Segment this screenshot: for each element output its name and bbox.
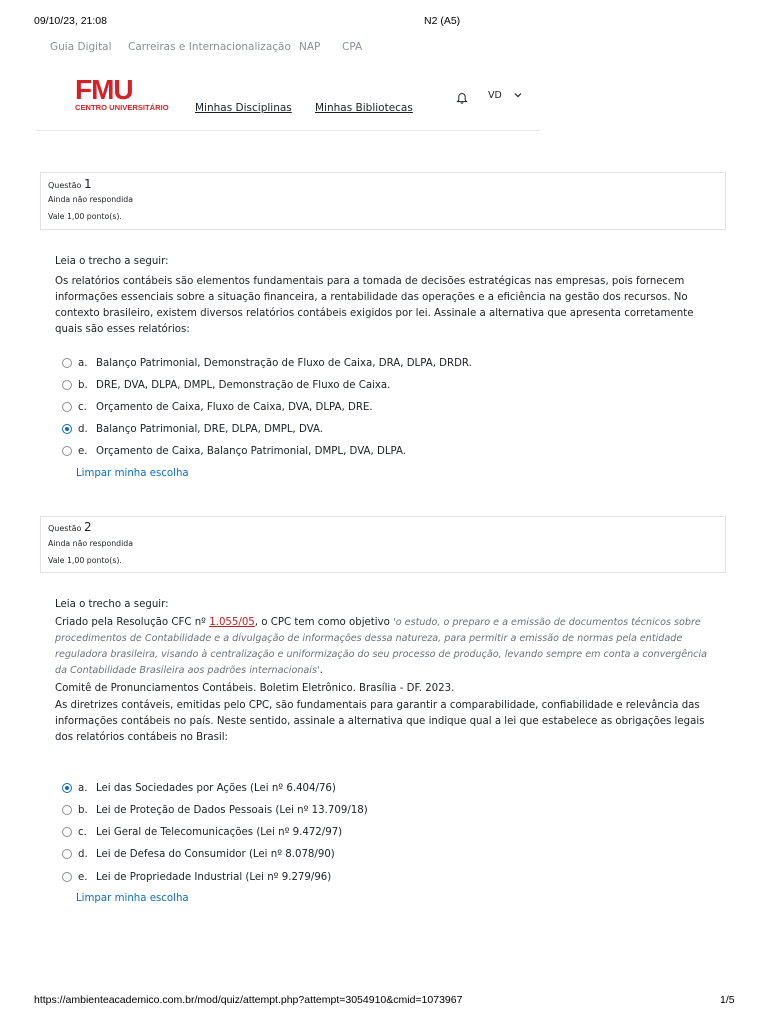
question-1-option-a[interactable]: a. Balanço Patrimonial, Demonstração de Fluxo de Caixa, DRA, DLPA, DRDR. [62,355,472,371]
notifications-bell-icon[interactable] [456,90,468,103]
question-1-grade: Vale 1,00 ponto(s). [48,212,122,221]
question-2-text: As diretrizes contáveis, emitidas pelo CPC, são fundamentais para garantir a comparabilidade, confiabilidade e relevância das informações contábeis no país. Neste sentido, assinale a alternativa que indique qual a lei que estabelece as obrigações legais dos relatórios contábeis no Brasil: [55,700,705,743]
radio-button[interactable] [62,805,72,815]
question-1-intro: Leia o trecho a seguir: [55,256,169,267]
question-1-title: Questão 1 [48,177,92,191]
question-1-option-c[interactable]: c. Orçamento de Caixa, Fluxo de Caixa, DVA, DLPA, DRE. [62,399,373,415]
question-2-grade: Vale 1,00 ponto(s). [48,556,122,565]
print-footer-page: 1/5 [720,994,735,1006]
nav-minhas-disciplinas[interactable]: Minhas Disciplinas [195,102,292,114]
radio-button[interactable] [62,849,72,859]
radio-button[interactable] [62,402,72,412]
question-2-passage: Criado pela Resolução CFC nº 1.055/05, o CPC tem como objetivo 'o estudo, o preparo e a emissão de documentos técnicos sobre procedimentos de Contabilidade e a divulgação de informações dessa natureza, para permitir a emissão de normas pela entidade reguladora brasileira, visando à centralização e uniformização do seu processo de produção, levando sempre em conta a convergência da Contabilidade Brasileira aos padrões internacionais'. [55,617,707,676]
question-2-intro: Leia o trecho a seguir: [55,599,169,610]
question-1-clear-choice[interactable]: Limpar minha escolha [76,468,189,479]
question-2-option-b[interactable]: b. Lei de Proteção de Dados Pessoais (Lei nº 13.709/18) [62,802,368,818]
question-2-info [40,516,726,573]
question-1-option-b[interactable]: b. DRE, DVA, DLPA, DMPL, Demonstração de Fluxo de Caixa. [62,377,390,393]
nav-divider [36,130,540,131]
question-2-option-e[interactable]: e. Lei de Propriedade Industrial (Lei nº 9.279/96) [62,869,331,885]
question-1-info [40,172,726,230]
question-2-title: Questão 2 [48,520,92,534]
print-title: N2 (A5) [424,15,461,27]
question-1-text: Os relatórios contábeis são elementos fundamentais para a tomada de decisões estratégicas nas empresas, pois fornecem informações essenciais sobre a situação financeira, a rentabilidade das operações e a eficiência na gestão dos recursos. No contexto brasileiro, existem diversos relatórios contábeis exigidos por lei. Assinale a alternativa que apresenta corretamente quais são esses relatórios: [55,276,694,335]
logo-subtitle: CENTRO UNIVERSITÁRIO [75,103,169,112]
question-1-number: 1 [83,177,92,191]
question-2-status: Ainda não respondida [48,539,134,548]
user-initials: VD [488,90,502,101]
question-2-option-a[interactable]: a. Lei das Sociedades por Ações (Lei nº 6.404/76) [62,780,336,796]
chevron-down-icon [514,90,522,101]
radio-button-selected[interactable] [62,424,72,434]
question-2-option-d[interactable]: d. Lei de Defesa do Consumidor (Lei nº 8.078/90) [62,846,335,862]
logo-text: FMU [75,74,133,105]
question-1-option-d[interactable]: d. Balanço Patrimonial, DRE, DLPA, DMPL, DVA. [62,421,323,437]
radio-button[interactable] [62,358,72,368]
top-nav-cpa[interactable]: CPA [342,41,363,53]
question-2-option-c[interactable]: c. Lei Geral de Telecomunicações (Lei nº 9.472/97) [62,824,342,840]
radio-button[interactable] [62,872,72,882]
cpc-quote: 'o estudo, o preparo e a emissão de documentos técnicos sobre procedimentos de Contabilidade e a divulgação de informações dessa natureza, para permitir a emissão de normas pela entidade reguladora brasileira, visando à centralização e uniformização do seu processo de produção, levando sempre em conta a convergência da Contabilidade Brasileira aos padrões internacionais' [55,617,707,676]
print-datetime: 09/10/23, 21:08 [34,15,107,27]
resolution-link[interactable]: 1.055/05 [209,617,255,628]
question-2-number: 2 [83,520,92,534]
question-2-source: Comitê de Pronunciamentos Contábeis. Boletim Eletrônico. Brasília - DF. 2023. [55,683,455,694]
question-2-clear-choice[interactable]: Limpar minha escolha [76,893,189,904]
radio-button[interactable] [62,827,72,837]
top-nav-guia-digital[interactable]: Guia Digital [50,41,112,53]
user-menu[interactable] [488,90,522,101]
top-nav-nap[interactable]: NAP [299,41,321,53]
question-1-option-e[interactable]: e. Orçamento de Caixa, Balanço Patrimonial, DMPL, DVA, DLPA. [62,443,406,459]
print-footer-url: https://ambienteacademico.com.br/mod/quiz/attempt.php?attempt=3054910&cmid=1073967 [34,994,463,1006]
radio-button-selected[interactable] [62,783,72,793]
radio-button[interactable] [62,380,72,390]
question-1-status: Ainda não respondida [48,195,134,204]
top-nav-carreiras[interactable]: Carreiras e Internacionalização [128,41,291,53]
nav-minhas-bibliotecas[interactable]: Minhas Bibliotecas [315,102,413,114]
radio-button[interactable] [62,446,72,456]
